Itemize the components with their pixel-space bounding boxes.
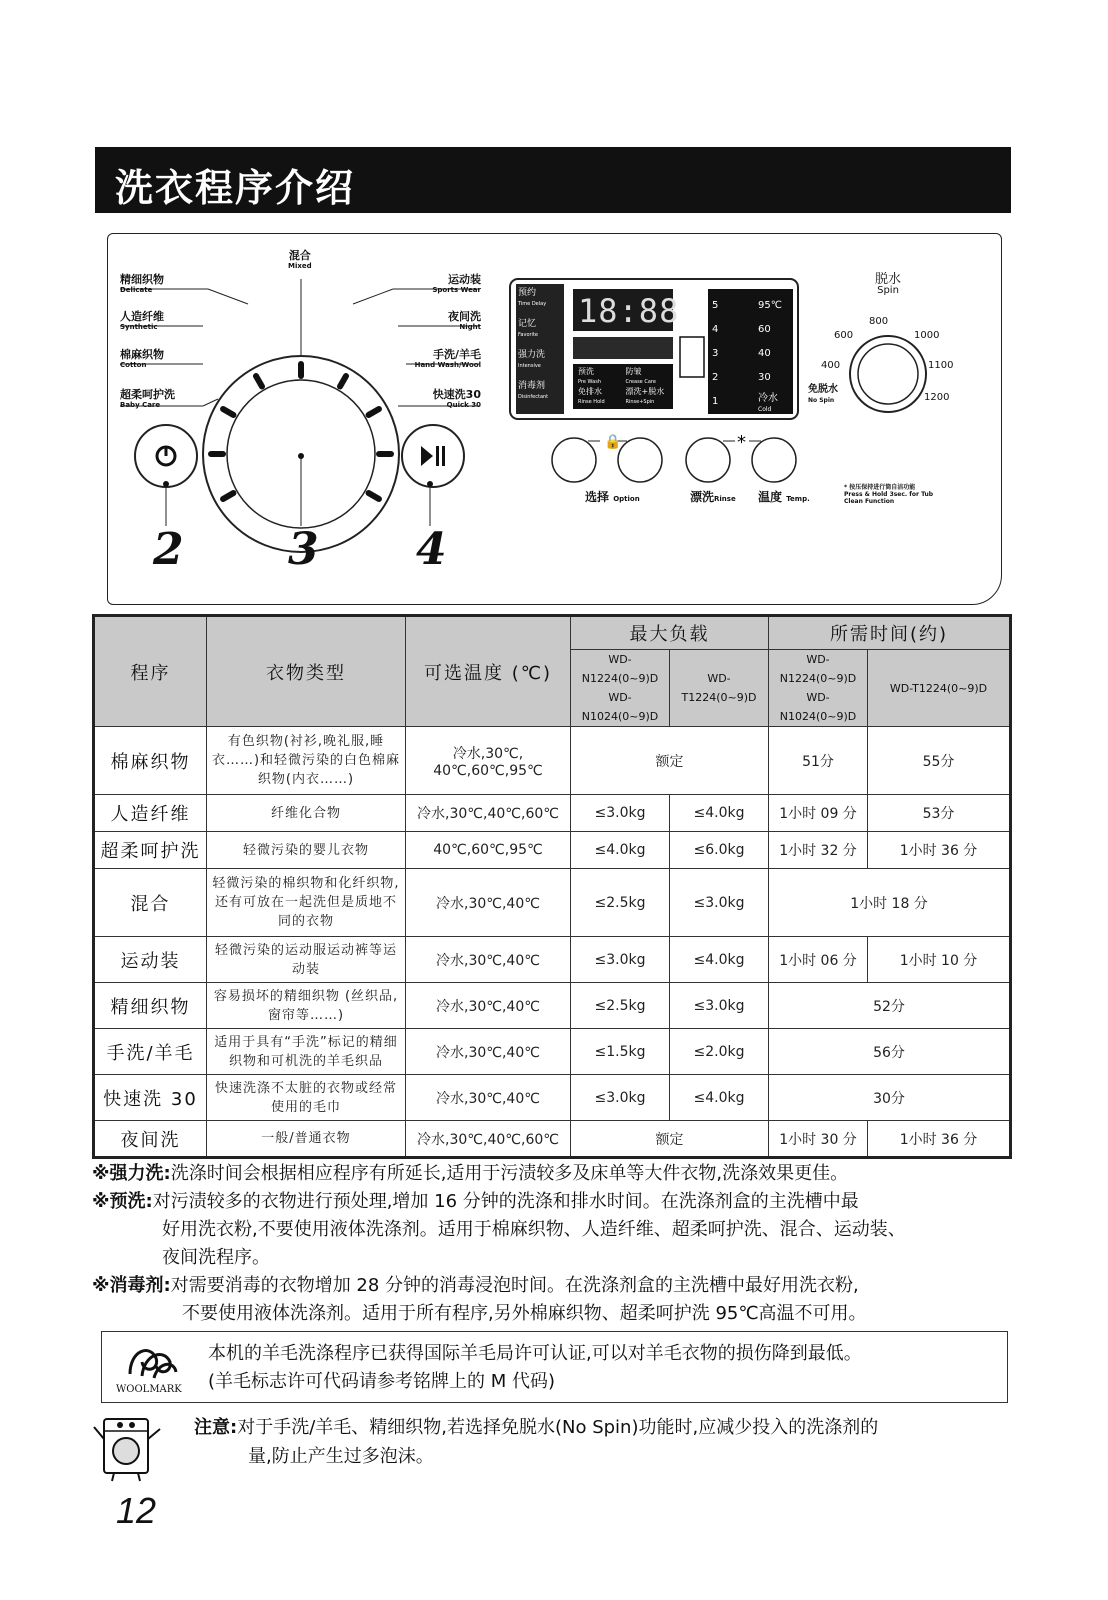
no-spin-cn: 免脱水 [808,384,838,395]
display-button-time-delay [518,288,564,319]
display-button-en: Intensive [518,363,541,369]
option-label-en: Crease Care [625,379,656,385]
row-time: 56分 [769,1029,1011,1075]
tub-clean-cn: * 按压保持进行筒自洁功能 [844,484,916,491]
row-time-b: 53分 [868,795,1011,832]
table-row [94,1029,1011,1075]
dial-label-cotton [120,349,164,371]
note-text: 对需要消毒的衣物增加 28 分钟的消毒浸泡时间。在洗涤剂盒的主洗槽中最好用洗衣粉, [170,1275,859,1296]
note-label: ※预洗: [92,1191,153,1212]
row-temp: 冷水,30℃,40℃ [406,983,571,1029]
rinse-level: 1 [712,396,719,407]
dial-label-cn: 棉麻织物 [120,348,164,361]
row-type: 容易损坏的精细织物 (丝织品,窗帘等……) [207,983,406,1029]
dial-label-hand-wash-wool [393,349,481,371]
row-temp: 冷水,30℃, 40℃,60℃,95℃ [406,727,571,795]
row-temp: 冷水,30℃,40℃ [406,1075,571,1121]
row-type: 一般/普通衣物 [207,1121,406,1158]
section-title-bar [95,147,1011,213]
dial-label-baby-care [120,389,175,411]
rinse-button-label [690,492,736,505]
rinse-level: 5 [712,300,719,311]
row-time-b: 1小时 36 分 [868,1121,1011,1158]
header-model-a-time: WD-N1224(0~9)D WD-N1024(0~9)D [769,650,868,727]
dial-tick [369,493,379,499]
display-button-cn: 强力洗 [518,350,546,360]
note-text: 洗涤时间会根据相应程序有所延长,适用于污渍较多及床单等大件衣物,洗涤效果更佳。 [170,1163,849,1184]
row-program: 手洗/羊毛 [94,1029,207,1075]
dial-label-cn: 夜间洗 [448,310,481,323]
header-clothing-type: 衣物类型 [207,616,406,727]
dial-label-quick-30 [413,389,481,411]
note-intensive [92,1160,1012,1188]
option-label-cn: 漂洗+脱水 [625,387,665,396]
dial-label-en: Delicate [120,286,153,294]
row-program: 快速洗 30 [94,1075,207,1121]
note-text-cont: 好用洗衣粉,不要使用液体洗涤剂。适用于棉麻织物、人造纤维、超柔呵护洗、混合、运动装、 [162,1219,906,1240]
table-row [94,1075,1011,1121]
note-disinfectant [92,1272,1012,1328]
button-label-en: Option [613,495,640,503]
header-model-b-load: WD-T1224(0~9)D [670,650,769,727]
table-row [94,937,1011,983]
rinse-level-list [712,294,742,414]
spin-value-1200: 1200 [924,392,950,403]
dial-label-en: Mixed [288,262,312,270]
row-load-a: ≤3.0kg [571,1075,670,1121]
dial-label-cn: 精细织物 [120,273,164,286]
row-load-a: ≤2.5kg [571,869,670,937]
row-program: 棉麻织物 [94,727,207,795]
dial-label-cn: 快速洗30 [432,388,481,401]
row-load: 额定 [571,727,769,795]
asterisk-icon: * [737,432,746,453]
dial-label-synthetic [120,311,164,333]
header-temperature: 可选温度 (℃) [406,616,571,727]
button-label-en: Temp. [786,495,810,503]
spin-value-600: 600 [834,330,854,341]
rinse-level: 4 [712,324,719,335]
washing-machine-mascot-icon [92,1405,164,1483]
woolmark-logo-text: WOOLMARK [116,1384,182,1395]
row-program: 人造纤维 [94,795,207,832]
dial-label-en: Cotton [120,361,147,369]
no-spin-label [808,384,838,406]
note-label: ※强力洗: [92,1163,171,1184]
note-text-cont: 不要使用液体洗涤剂。适用于所有程序,另外棉麻织物、超柔呵护洗 95℃高温不可用。 [182,1303,867,1324]
row-temp: 冷水,30℃,40℃,60℃ [406,795,571,832]
row-time-b: 1小时 36 分 [868,832,1011,869]
row-temp: 冷水,30℃,40℃,60℃ [406,1121,571,1158]
row-time: 52分 [769,983,1011,1029]
row-load-b: ≤6.0kg [670,832,769,869]
temp-button-label [758,492,810,505]
caution-text-cont: 量,防止产生过多泡沫。 [248,1446,434,1467]
display-option-labels [578,367,673,407]
display-button-favorite [518,319,564,350]
header-max-load: 最大负载 [571,616,769,650]
table-row [94,832,1011,869]
dial-tick [223,493,233,499]
spin-value-400: 400 [821,360,841,371]
dial-label-night [413,311,481,333]
rinse-level: 2 [712,372,719,383]
option-label-en: Rinse Hold [578,399,605,405]
woolmark-logo [120,1340,180,1382]
option-label-cn: 防皱 [625,367,642,376]
row-load-b: ≤4.0kg [670,795,769,832]
table-row [94,1121,1011,1158]
row-type: 轻微污染的运动服运动裤等运动装 [207,937,406,983]
row-time: 30分 [769,1075,1011,1121]
header-model-b-time: WD-T1224(0~9)D [868,650,1011,727]
row-time-a: 1小时 09 分 [769,795,868,832]
no-spin-en: No Spin [808,397,835,404]
row-load-b: ≤3.0kg [670,983,769,1029]
row-time-a: 1小时 06 分 [769,937,868,983]
table-row [94,983,1011,1029]
row-time-a: 1小时 30 分 [769,1121,868,1158]
dial-tick [369,409,379,415]
dial-label-sports-wear [413,274,481,296]
temp-cold-en: Cold [758,406,772,413]
dial-label-mixed [288,250,312,272]
control-panel-illustration [107,233,1002,605]
caution-text: 对于手洗/羊毛、精细织物,若选择免脱水(No Spin)功能时,应减少投入的洗涤剂的 [237,1417,879,1438]
row-type: 有色织物(衬衫,晚礼服,睡衣……)和轻微污染的白色棉麻织物(内衣……) [207,727,406,795]
page-number: 12 [116,1490,157,1531]
dial-tick [223,409,233,415]
note-label: ※消毒剂: [92,1275,171,1296]
row-load-b: ≤3.0kg [670,869,769,937]
row-load-a: ≤3.0kg [571,937,670,983]
woolmark-line: (羊毛标志许可代码请参考铭牌上的 M 代码) [208,1371,556,1392]
table-row [94,795,1011,832]
row-time: 1小时 18 分 [769,869,1011,937]
callout-number-start: 4 [416,524,447,575]
lock-icon: 🔒 [604,434,622,450]
button-label-cn: 选择 [585,490,610,504]
row-load-a: ≤1.5kg [571,1029,670,1075]
woolmark-line: 本机的羊毛洗涤程序已获得国际羊毛局许可认证,可以对羊毛衣物的损伤降到最低。 [208,1343,862,1364]
temp-level: 60 [758,324,771,335]
row-time-a: 1小时 32 分 [769,832,868,869]
spin-value-800: 800 [869,316,889,327]
row-type: 快速洗涤不太脏的衣物或经常使用的毛巾 [207,1075,406,1121]
row-load-b: ≤4.0kg [670,937,769,983]
callout-number-dial: 3 [288,524,319,575]
dial-label-en: Sports Wear [432,286,481,294]
caution-note [194,1413,1014,1471]
dial-tick [256,376,262,386]
row-type: 纤维化合物 [207,795,406,832]
display-button-cn: 记忆 [518,319,537,329]
row-load-a: ≤2.5kg [571,983,670,1029]
row-type: 轻微污染的棉织物和化纤织物, 还有可放在一起洗但是质地不同的衣物 [207,869,406,937]
spin-title-en: Spin [877,285,899,296]
option-button-label [585,492,640,505]
option-label-cn: 预洗 [578,367,594,376]
row-load: 额定 [571,1121,769,1158]
note-text: 对污渍较多的衣物进行预处理,增加 16 分钟的洗涤和排水时间。在洗涤剂盒的主洗槽中最 [152,1191,859,1212]
callout-number-power: 2 [153,524,184,575]
row-temp: 冷水,30℃,40℃ [406,937,571,983]
row-program: 精细织物 [94,983,207,1029]
row-temp: 冷水,30℃,40℃ [406,869,571,937]
display-button-en: Favorite [518,332,538,338]
rinse-level: 3 [712,348,719,359]
woolmark-notice [101,1331,1008,1403]
display-button-cn: 预约 [518,288,537,298]
row-program: 超柔呵护洗 [94,832,207,869]
temp-level: 冷水 [758,393,778,404]
spin-title [860,274,916,296]
spin-value-1000: 1000 [914,330,940,341]
row-type: 轻微污染的婴儿衣物 [207,832,406,869]
page-title: 洗衣程序介绍 [115,166,356,210]
row-type: 适用于具有“手洗”标记的精细织物和可机洗的羊毛织品 [207,1029,406,1075]
temp-level: 40 [758,348,771,359]
row-temp: 冷水,30℃,40℃ [406,1029,571,1075]
dial-label-cn: 混合 [288,249,311,262]
program-table [92,614,1012,1159]
dial-label-en: Baby Care [120,401,161,409]
woolmark-text [208,1340,862,1396]
display-function-buttons [518,288,564,412]
tub-clean-note [844,484,944,505]
row-time-a: 51分 [769,727,868,795]
option-label-en: Rinse+Spin [625,399,655,405]
row-load-a: ≤3.0kg [571,795,670,832]
row-time-b: 1小时 10 分 [868,937,1011,983]
header-time: 所需时间(约) [769,616,1011,650]
note-text-cont: 夜间洗程序。 [162,1247,270,1268]
dial-label-cn: 人造纤维 [120,310,164,323]
dial-label-en: Synthetic [120,323,158,331]
button-label-cn: 漂洗 [690,490,715,504]
option-label-cn: 免排水 [578,387,602,396]
dial-label-en: Night [459,323,481,331]
display-time-readout: 18:88 [578,292,680,330]
table-row [94,869,1011,937]
dial-label-cn: 超柔呵护洗 [120,388,175,401]
dial-label-en: Hand Wash/Wool [414,361,481,369]
dial-tick [340,376,346,386]
row-program: 夜间洗 [94,1121,207,1158]
row-load-b: ≤2.0kg [670,1029,769,1075]
notes-section [92,1160,1012,1328]
button-label-en: Rinse [714,495,736,503]
option-label-en: Pre Wash [578,379,602,385]
caution-label: 注意: [194,1417,238,1438]
header-program: 程序 [94,616,207,727]
display-button-disinfectant [518,381,564,412]
spin-title-cn: 脱水 [874,272,901,287]
note-prewash [92,1188,1012,1272]
row-program: 混合 [94,869,207,937]
display-button-en: Time Delay [518,301,547,307]
button-label-cn: 温度 [758,490,783,504]
tub-clean-en: Press & Hold 3sec. for Tub Clean Function [844,491,934,505]
header-model-a-load: WD-N1224(0~9)D WD-N1024(0~9)D [571,650,670,727]
table-row [94,727,1011,795]
row-time-b: 55分 [868,727,1011,795]
row-load-a: ≤4.0kg [571,832,670,869]
temp-level: 30 [758,372,771,383]
dial-label-delicate [120,274,164,296]
spin-value-1100: 1100 [928,360,954,371]
display-button-intensive [518,350,564,381]
temp-level-list [758,294,792,415]
temp-level: 95℃ [758,300,782,311]
dial-label-cn: 手洗/羊毛 [432,348,481,361]
row-load-b: ≤4.0kg [670,1075,769,1121]
dial-label-cn: 运动装 [448,273,481,286]
display-button-en: Disinfectant [518,394,549,400]
display-button-cn: 消毒剂 [518,381,546,391]
row-temp: 40℃,60℃,95℃ [406,832,571,869]
dial-label-en: Quick 30 [446,401,481,409]
row-program: 运动装 [94,937,207,983]
